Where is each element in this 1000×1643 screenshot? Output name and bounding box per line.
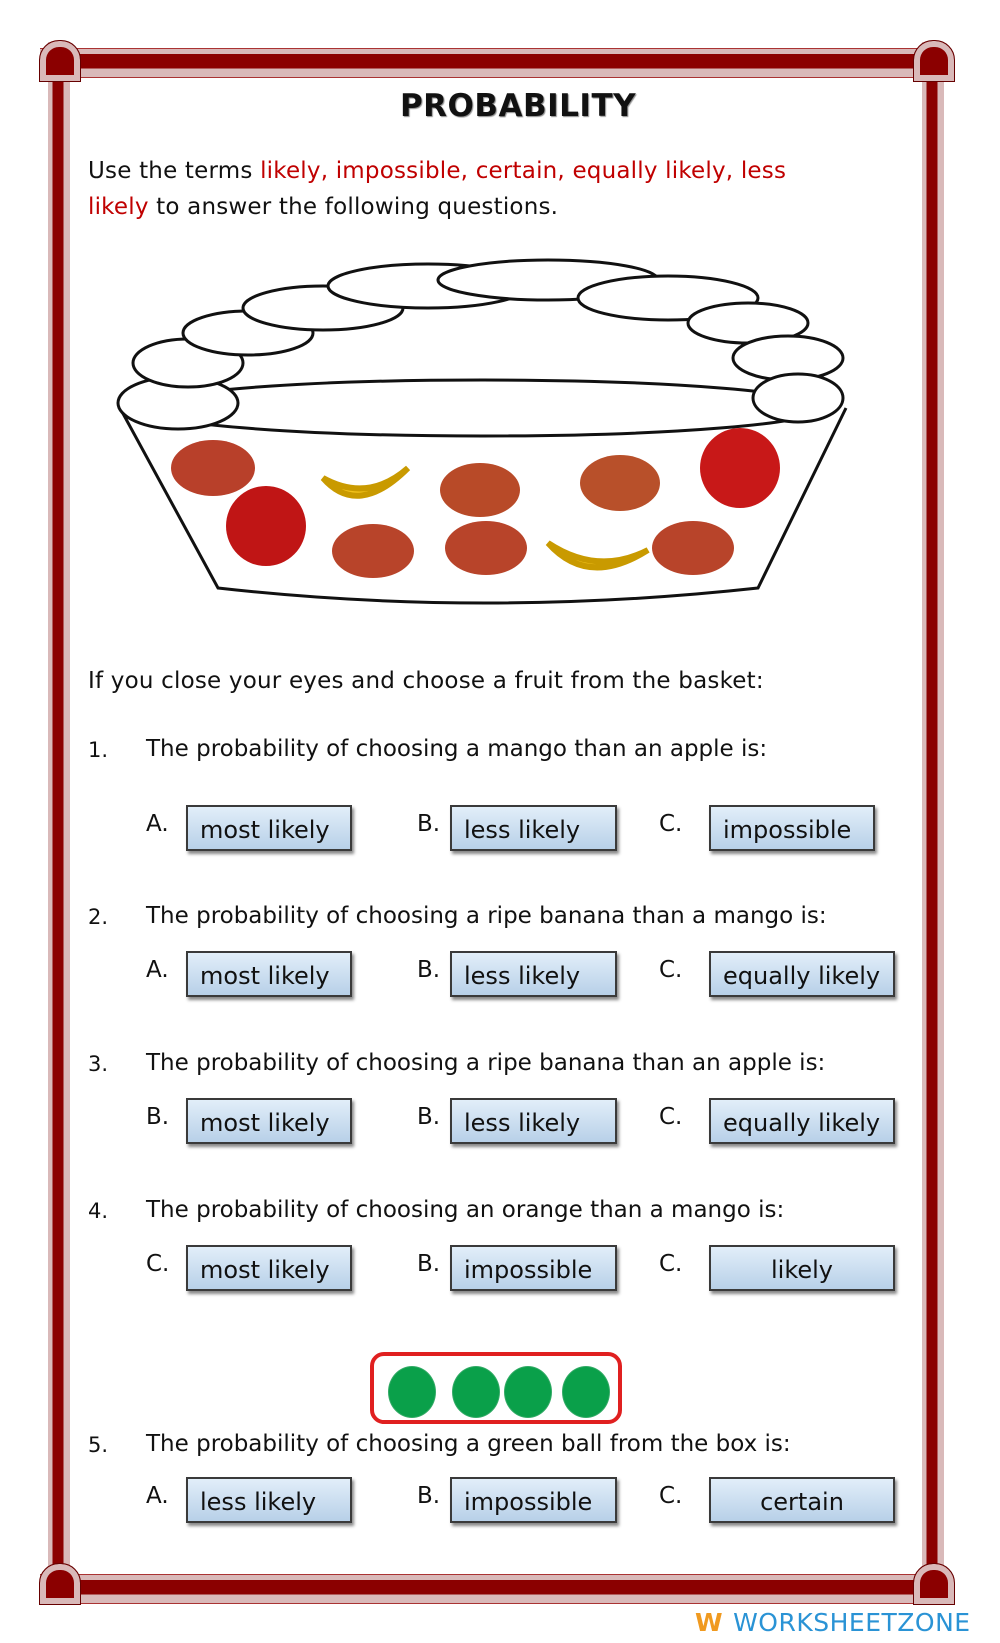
answer-option[interactable]: equally likely [709,1098,895,1144]
green-ball-icon [562,1366,610,1418]
option-label: A. [146,1483,169,1509]
mango-icon [440,463,520,517]
answer-option[interactable]: most likely [186,1245,352,1291]
watermark-text: WORKSHEETZONE [733,1608,971,1637]
option-label: C. [659,811,683,837]
option-label: B. [417,957,441,983]
mango-icon [171,440,255,496]
option-label: C. [659,957,683,983]
apple-icon [226,486,306,566]
frame-left [48,42,70,1602]
option-label: C. [659,1251,683,1277]
instructions-prefix: Use the terms [88,158,261,184]
question-text: The probability of choosing a mango than an apple is: [146,736,768,762]
frame-corner [39,40,81,82]
answer-option[interactable]: less likely [450,951,617,997]
ball-box [370,1352,622,1424]
answer-option[interactable]: impossible [450,1477,617,1523]
green-ball-icon [504,1366,552,1418]
question-number: 3. [88,1052,109,1076]
option-label: A. [146,957,169,983]
page-title: PROBABILITY [399,88,637,124]
question-number: 5. [88,1433,109,1457]
frame-corner [913,40,955,82]
answer-option[interactable]: most likely [186,951,352,997]
answer-option[interactable]: equally likely [709,951,895,997]
instructions-line2 [88,194,558,220]
question-number: 4. [88,1199,109,1223]
fruit-basket-illustration [108,258,858,633]
green-ball-icon [452,1366,500,1418]
option-label: C. [659,1104,683,1130]
answer-option[interactable]: impossible [450,1245,617,1291]
green-ball-icon [388,1366,436,1418]
answer-option[interactable]: most likely [186,805,352,851]
answer-option[interactable]: less likely [186,1477,352,1523]
mango-icon [652,521,734,575]
answer-option[interactable]: certain [709,1477,895,1523]
option-label: B. [417,811,441,837]
option-label: B. [417,1104,441,1130]
instructions-terms: likely, impossible, certain, equally likely, less [260,158,787,184]
option-label: B. [417,1251,441,1277]
question-text: The probability of choosing an orange than a mango is: [146,1197,785,1223]
mango-icon [332,524,414,578]
question-number: 2. [88,905,109,929]
frame-corner [39,1563,81,1605]
option-label: C. [146,1251,170,1277]
option-label: A. [146,811,169,837]
question-number: 1. [88,738,109,762]
mango-icon [580,455,660,511]
question-text: The probability of choosing a ripe banana than an apple is: [146,1050,826,1076]
basket-prompt: If you close your eyes and choose a fruit from the basket: [88,668,764,694]
answer-option[interactable]: likely [709,1245,895,1291]
frame-corner [913,1563,955,1605]
frame-top [40,48,950,78]
option-label: B. [146,1104,170,1130]
option-label: B. [417,1483,441,1509]
question-text: The probability of choosing a ripe banana than a mango is: [146,903,827,929]
frame-right [922,42,944,1602]
answer-option[interactable]: less likely [450,805,617,851]
option-label: C. [659,1483,683,1509]
instructions-terms-2: likely [88,194,149,220]
mango-icon [445,521,527,575]
watermark-logo: W [695,1608,724,1637]
frame-bottom [40,1574,950,1604]
instructions [88,158,786,184]
answer-option[interactable]: most likely [186,1098,352,1144]
answer-option[interactable]: impossible [709,805,875,851]
watermark [695,1608,971,1637]
question-text: The probability of choosing a green ball from the box is: [146,1431,791,1457]
instructions-suffix: to answer the following questions. [148,194,559,220]
apple-icon [700,428,780,508]
answer-option[interactable]: less likely [450,1098,617,1144]
